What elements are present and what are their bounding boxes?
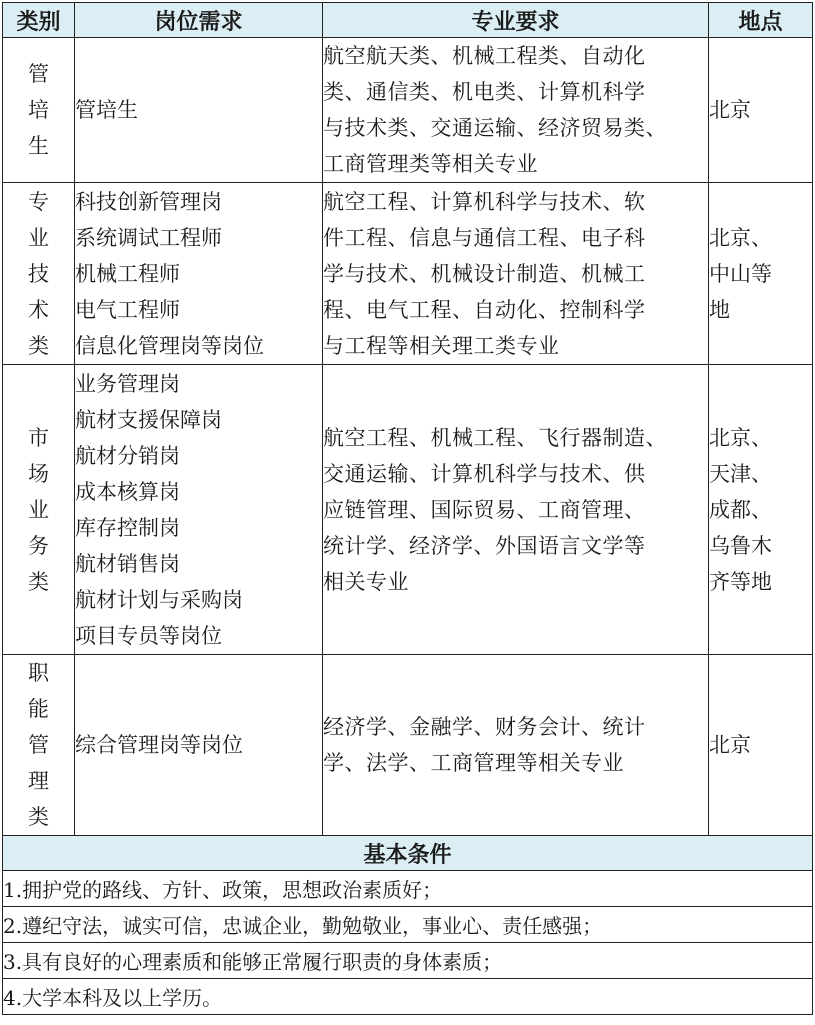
category-char: 类	[28, 333, 49, 358]
majors-text-line: 统计学、经济学、外国语言文学等	[323, 533, 646, 558]
category-char: 管	[28, 733, 49, 757]
category-char: 专	[28, 189, 49, 214]
position-item: 机械工程师	[75, 261, 180, 286]
table-row	[3, 365, 813, 655]
positions-cell	[75, 655, 323, 836]
category-char: 场	[28, 461, 49, 486]
category-cell	[3, 655, 75, 836]
majors-cell	[323, 38, 709, 183]
category-cell	[3, 365, 75, 655]
majors-text-line: 学、法学、工商管理等相关专业	[323, 751, 624, 775]
positions-cell	[75, 183, 323, 365]
table-row	[3, 183, 813, 365]
majors-text-line: 类、通信类、机电类、计算机科学	[323, 80, 646, 104]
condition-item: 2.遵纪守法，诚实可信，忠诚企业，勤勉敬业，事业心、责任感强；	[3, 907, 813, 943]
category-char: 术	[28, 297, 49, 322]
majors-text-line: 相关专业	[323, 569, 409, 594]
position-item: 电气工程师	[75, 297, 180, 322]
majors-text-line: 交通运输、计算机科学与技术、供	[323, 461, 646, 486]
location-text-line: 中山等	[709, 261, 772, 286]
majors-text-line: 学与技术、机械设计制造、机械工	[323, 261, 646, 286]
category-cell	[3, 183, 75, 365]
majors-text-line: 工商管理类等相关专业	[323, 152, 538, 176]
positions-cell	[75, 365, 323, 655]
basic-conditions-title-row	[3, 836, 813, 871]
position-item: 航材销售岗	[75, 551, 180, 576]
position-item: 系统调试工程师	[75, 225, 222, 250]
position-item: 综合管理岗等岗位	[75, 733, 243, 757]
majors-text-line: 件工程、信息与通信工程、电子科	[323, 225, 646, 250]
position-item: 航材计划与采购岗	[75, 587, 243, 612]
positions-cell	[75, 38, 323, 183]
recruitment-table	[2, 2, 813, 1015]
category-char: 能	[28, 697, 49, 721]
condition-item: 4.大学本科及以上学历。	[3, 979, 813, 1015]
location-text-line: 北京	[709, 733, 751, 757]
condition-row	[3, 907, 813, 943]
category-char: 管	[28, 62, 49, 86]
condition-row	[3, 871, 813, 907]
position-item: 业务管理岗	[75, 371, 180, 396]
position-item: 航材支援保障岗	[75, 407, 222, 432]
basic-conditions-title: 基本条件	[3, 836, 813, 871]
location-cell	[709, 365, 813, 655]
majors-text-line: 经济学、金融学、财务会计、统计	[323, 715, 646, 739]
header-major: 专业要求	[323, 3, 709, 38]
table-row	[3, 38, 813, 183]
location-text-line: 天津、	[709, 461, 772, 486]
location-text-line: 齐等地	[709, 569, 772, 594]
majors-cell	[323, 183, 709, 365]
location-text-line: 乌鲁木	[709, 533, 772, 558]
position-item: 科技创新管理岗	[75, 189, 222, 214]
header-position: 岗位需求	[75, 3, 323, 38]
category-char: 务	[28, 533, 49, 558]
table-row	[3, 655, 813, 836]
condition-row	[3, 979, 813, 1015]
condition-item: 1.拥护党的路线、方针、政策，思想政治素质好；	[3, 871, 813, 907]
majors-text-line: 航空工程、机械工程、飞行器制造、	[323, 425, 667, 450]
category-char: 生	[28, 134, 49, 158]
majors-text-line: 航空航天类、机械工程类、自动化	[323, 44, 646, 68]
position-item: 信息化管理岗等岗位	[75, 333, 264, 358]
majors-text-line: 与技术类、交通运输、经济贸易类、	[323, 116, 667, 140]
category-char: 业	[28, 497, 49, 522]
majors-text-line: 程、电气工程、自动化、控制科学	[323, 297, 646, 322]
category-char: 类	[28, 569, 49, 594]
position-item: 航材分销岗	[75, 443, 180, 468]
majors-text-line: 应链管理、国际贸易、工商管理、	[323, 497, 646, 522]
location-cell	[709, 183, 813, 365]
category-char: 业	[28, 225, 49, 250]
location-text-line: 北京	[709, 98, 751, 122]
category-char: 类	[28, 805, 49, 829]
condition-row	[3, 943, 813, 979]
position-item: 管培生	[75, 98, 138, 122]
category-cell	[3, 38, 75, 183]
category-char: 培	[28, 98, 49, 122]
category-char: 技	[28, 261, 49, 286]
location-text-line: 地	[709, 297, 730, 322]
location-text-line: 北京、	[709, 225, 772, 250]
majors-cell	[323, 655, 709, 836]
header-row	[3, 3, 813, 38]
majors-text-line: 航空工程、计算机科学与技术、软	[323, 189, 646, 214]
position-item: 项目专员等岗位	[75, 623, 222, 648]
position-item: 成本核算岗	[75, 479, 180, 504]
position-item: 库存控制岗	[75, 515, 180, 540]
header-category: 类别	[3, 3, 75, 38]
location-text-line: 成都、	[709, 497, 772, 522]
location-text-line: 北京、	[709, 425, 772, 450]
category-char: 理	[28, 769, 49, 793]
majors-cell	[323, 365, 709, 655]
header-location: 地点	[709, 3, 813, 38]
category-char: 市	[28, 425, 49, 450]
location-cell	[709, 38, 813, 183]
condition-item: 3.具有良好的心理素质和能够正常履行职责的身体素质；	[3, 943, 813, 979]
majors-text-line: 与工程等相关理工类专业	[323, 333, 560, 358]
category-char: 职	[28, 661, 49, 685]
location-cell	[709, 655, 813, 836]
